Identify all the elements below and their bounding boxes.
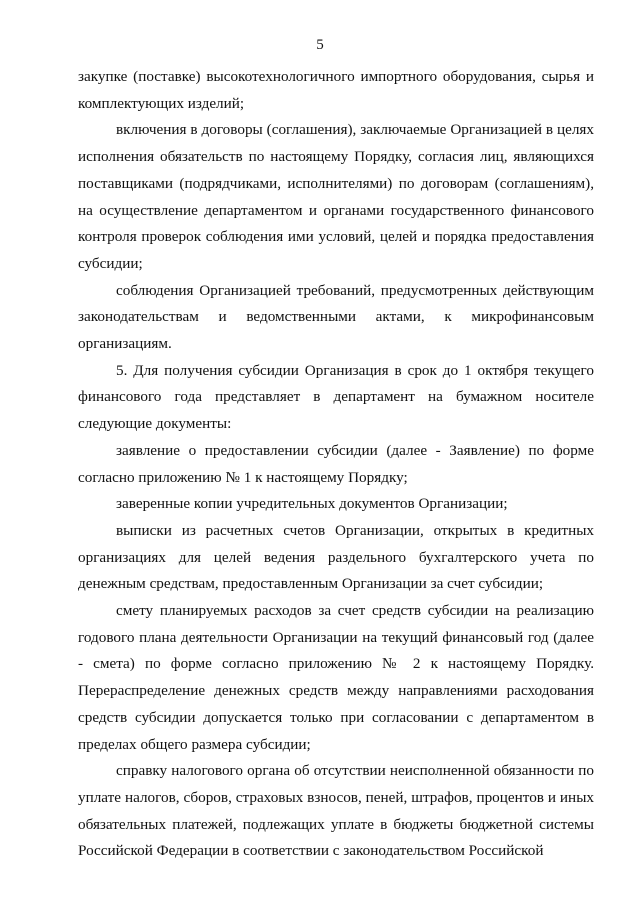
paragraph-compliance: соблюдения Организацией требований, предусмотренных действующим законодательствам и ведомственными актами, к микрофинансовым организациям. xyxy=(78,281,594,353)
document-body xyxy=(78,64,594,865)
paragraph-bank-statements: выписки из расчетных счетов Организации, открытых в кредитных организациях для целей ведения раздельного бухгалтерского учета по денежным средствам, предоставленным Организации за счет субсидии; xyxy=(78,521,594,593)
paragraph-charter-copies: заверенные копии учредительных документов Организации; xyxy=(116,495,508,513)
paragraph-application: заявление о предоставлении субсидии (далее - Заявление) по форме согласно приложению № 1 к настоящему Порядку; xyxy=(78,441,594,486)
paragraph-tax-certificate: справку налогового органа об отсутствии неисполненной обязанности по уплате налогов, сборов, страховых взносов, пеней, штрафов, процентов и иных обязательных платежей, подлежащих уплате в бюджеты бюджетной системы Российской Федерации в соответствии с законодательством Российской xyxy=(78,762,594,860)
paragraph-procurement: закупке (поставке) высокотехнологичного импортного оборудования, сырья и комплектующих изделий; xyxy=(78,68,594,112)
page-number: 5 xyxy=(316,37,324,53)
paragraph-item-5: 5. Для получения субсидии Организация в срок до 1 октября текущего финансового года представляет в департамент на бумажном носителе следующие документы: xyxy=(78,361,594,433)
paragraph-contract-inclusion: включения в договоры (соглашения), заключаемые Организацией в целях исполнения обязательств по настоящему Порядку, согласия лиц, являющихся поставщиками (подрядчиками, исполнителями) по договорам (соглашениям), на осуществление департаментом и органами государственного финансового контроля проверок соблюдения ими условий, целей и порядка предоставления субсидии; xyxy=(78,121,594,272)
paragraph-cost-estimate: смету планируемых расходов за счет средств субсидии на реализацию годового плана деятельности Организации на текущий финансовый год (далее - смета) по форме согласно приложению № 2 к настоящему Порядку. Перераспределение денежных средств между направлениями расходования средств субсидии допускается только при согласовании с департаментом в пределах общего размера субсидии; xyxy=(78,602,594,753)
